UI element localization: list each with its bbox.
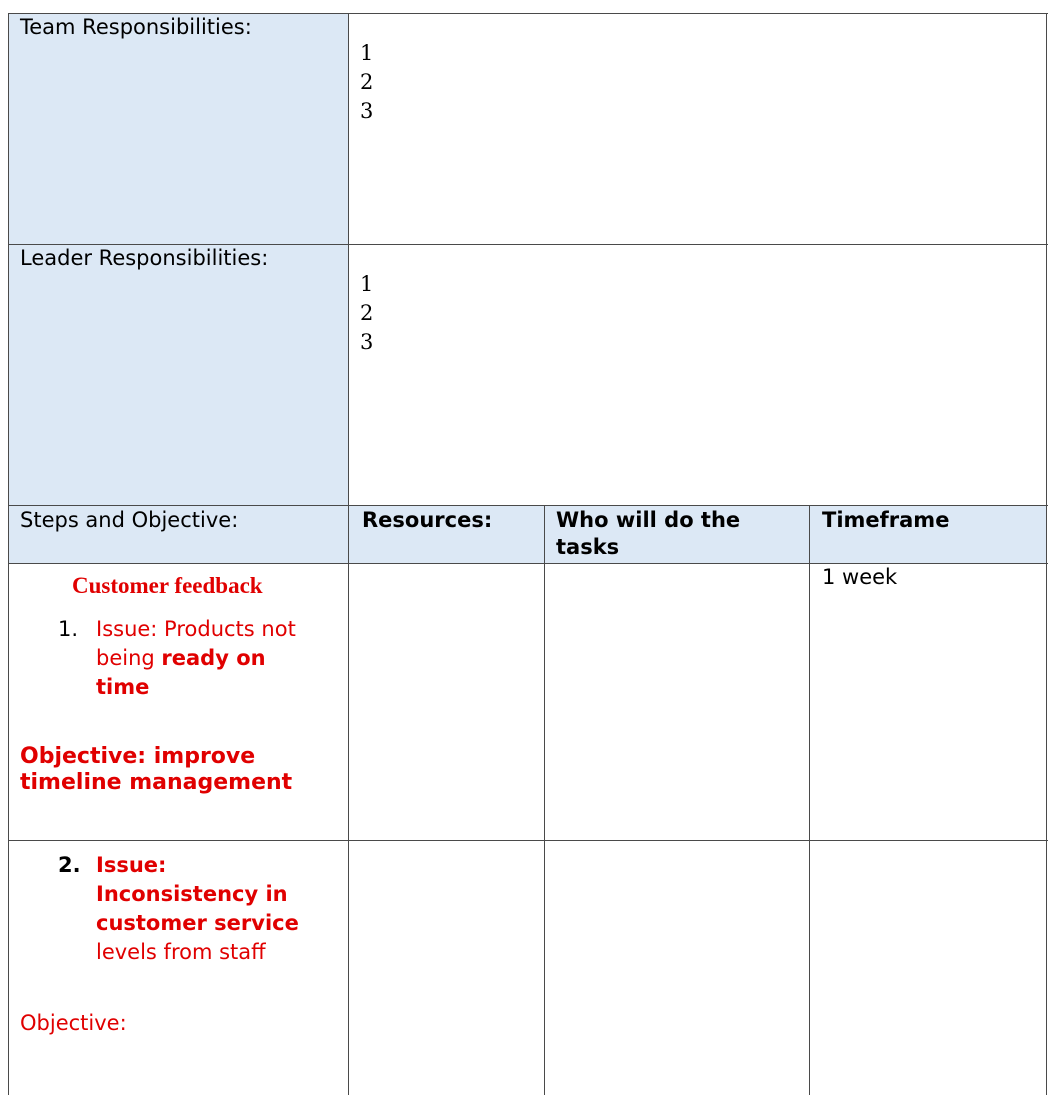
issue-2: [58, 851, 338, 971]
border-left: [8, 13, 9, 1095]
resources-header: Resources:: [362, 508, 493, 532]
border-right: [1046, 13, 1047, 1095]
list-item: 1: [360, 41, 374, 65]
issue-2-rest: levels from staff: [96, 940, 266, 964]
timeframe-value-1: 1 week: [822, 565, 898, 589]
timeframe-header: Timeframe: [822, 508, 950, 532]
list-item: 3: [360, 330, 374, 354]
leader-responsibilities-label: Leader Responsibilities:: [20, 246, 269, 270]
issue-2-text: [96, 851, 331, 967]
list-item: 3: [360, 99, 374, 123]
list-item: 1: [360, 272, 374, 296]
issue-1-text: [96, 615, 326, 702]
leader-label-cell: [9, 245, 349, 505]
customer-feedback-heading: Customer feedback: [72, 573, 263, 598]
list-item: 2: [360, 70, 374, 94]
issue-1-number: 1.: [58, 617, 79, 641]
border-who-col: [809, 505, 810, 1095]
issue-1-prefix: Issue: Products not being: [96, 617, 296, 670]
border-leader-bottom: [8, 505, 1048, 506]
issue-2-bold: Issue: Inconsistency in customer service: [96, 853, 299, 935]
border-label-col: [348, 13, 349, 1095]
border-row1-bottom: [8, 840, 1048, 841]
team-responsibilities-list: [360, 39, 373, 126]
list-item: 2: [360, 301, 374, 325]
who-header: Who will do the tasks: [556, 508, 741, 559]
team-label-cell: [9, 14, 349, 245]
objective-1: Objective: improve timeline management: [20, 744, 293, 795]
issue-2-number: 2.: [58, 853, 81, 877]
leader-responsibilities-list: [360, 270, 373, 357]
objective-2: Objective:: [20, 1011, 127, 1035]
issue-1-bold: ready on time: [96, 646, 266, 699]
team-responsibilities-label: Team Responsibilities:: [20, 15, 252, 39]
border-resources-col: [544, 505, 545, 1095]
issue-1: [58, 615, 338, 705]
steps-objective-header: Steps and Objective:: [20, 508, 239, 532]
